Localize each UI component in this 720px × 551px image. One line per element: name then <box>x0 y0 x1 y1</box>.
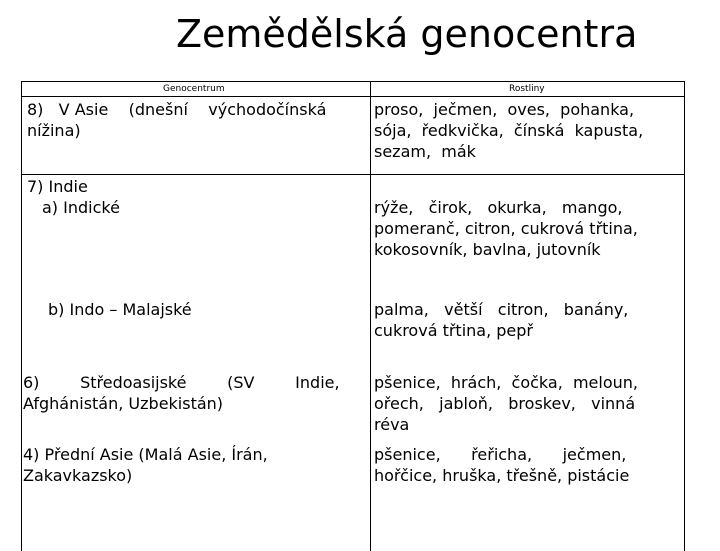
center-line: 6) Středoasijské (SV Indie, <box>23 373 340 392</box>
table-border-left <box>21 81 22 551</box>
center-cell <box>48 299 348 320</box>
center-line: 8) V Asie (dnešní východočínská <box>27 100 327 119</box>
plants-line: ořech, jabloň, broskev, vinná <box>374 394 636 413</box>
header-divider <box>21 96 685 97</box>
center-line: Afghánistán, Uzbekistán) <box>23 394 224 413</box>
plants-line: réva <box>374 415 410 434</box>
plants-line: hořčice, hruška, třešně, pistácie <box>374 466 630 485</box>
plants-cell <box>374 299 674 341</box>
center-cell <box>23 444 353 486</box>
plants-cell <box>374 444 674 486</box>
plants-line: sója, ředkvička, čínská kapusta, <box>374 121 644 140</box>
center-cell <box>23 372 368 414</box>
plants-cell <box>374 372 674 435</box>
plants-line: pšenice, hrách, čočka, meloun, <box>374 373 638 392</box>
plants-line: proso, ječmen, oves, pohanka, <box>374 100 635 119</box>
table-column-divider <box>370 81 371 551</box>
table-border-top <box>21 81 685 82</box>
plants-line: pomeranč, citron, cukrová třtina, <box>374 219 638 238</box>
center-line: b) Indo – Malajské <box>48 300 192 319</box>
plants-cell <box>374 197 674 260</box>
center-line: a) Indické <box>42 198 120 217</box>
plants-line: rýže, čirok, okurka, mango, <box>374 198 623 217</box>
title-area <box>0 0 720 60</box>
row-divider <box>21 174 685 175</box>
table-border-right <box>684 81 685 551</box>
plants-line: cukrová třtina, pepř <box>374 321 533 340</box>
plants-line: pšenice, řeřicha, ječmen, <box>374 445 627 464</box>
center-cell <box>27 176 357 218</box>
plants-cell <box>374 99 672 162</box>
center-line: nížina) <box>27 121 81 140</box>
center-line: Zakavkazsko) <box>23 466 133 485</box>
header-genocentrum: Genocentrum <box>163 84 225 94</box>
plants-line: palma, větší citron, banány, <box>374 300 629 319</box>
genocentra-table <box>21 81 685 551</box>
header-rostliny: Rostliny <box>509 84 545 94</box>
plants-line: kokosovník, bavlna, jutovník <box>374 240 601 259</box>
plants-line: sezam, mák <box>374 142 476 161</box>
center-line: 4) Přední Asie (Malá Asie, Írán, <box>23 445 268 464</box>
page-title: Zemědělská genocentra <box>176 12 638 56</box>
center-line: 7) Indie <box>27 177 88 196</box>
